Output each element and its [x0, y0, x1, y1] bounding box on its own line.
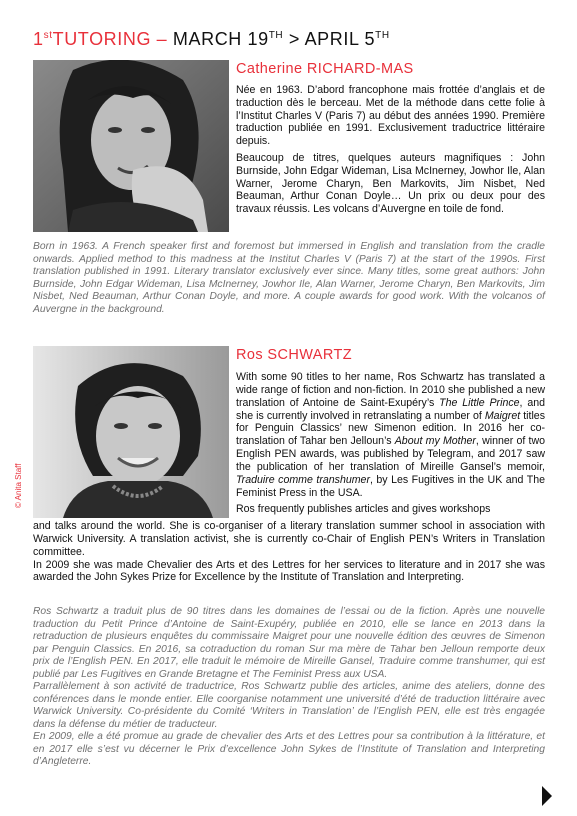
bio-paragraph: Née en 1963. D’abord francophone mais frottée d’anglais et de traduction dès le berceau. Met de la méthode dans cette folie à l’Institut Charles V (Paris 7) au début des années 1990. Première traduction publiée en 1991. Exclusivement traductrice littéraire depuis.	[236, 84, 545, 148]
bio-paragraph: Ros frequently publishes articles and gives workshops	[236, 503, 491, 516]
book-title: The Little Prince	[439, 396, 520, 409]
header-separator: >	[283, 29, 305, 49]
bio-paragraph: En 2009, elle a été promue au grade de chevalier des Arts et des Lettres pour sa contribution à la littérature, et en 2017 elle s’est vu décerner le Prix d’excellence John Sykes de l’Institute of Translation and Interpreting d’Angleterre.	[33, 731, 545, 767]
book-title: Maigret	[484, 409, 521, 422]
tutor-bio-en-translation: Born in 1963. A French speaker first and foremost but immersed in English and translation from the cradle onwards. Applied method to this madness at the Institut Charles V (Paris 7) at the start of the 1990s. First translation published in 1991. Literary translator exclusively ever since. Many titles, some great authors: John Burnside, John Edgar Wideman, Lisa McInerney, Jowhor Ile, Alan Warner, Jerome Charyn, Ben Markovits, Jim Nisbet, Ned Beauman, Arthur Conan Doyle, and more. A couple awards for good work. With the volcanos of Auvergne in the background.	[33, 241, 545, 315]
header-date-end-suffix: TH	[375, 30, 390, 41]
bio-paragraph: Beaucoup de titres, quelques auteurs magnifiques : John Burnside, John Edgar Wideman, Lisa McInerney, Jowhor Ile, Alan Warner, Jerome Charyn, Ben Markovits, Jim Nisbet, Ned Beauman, Arthur Conan Doyle… Un prix ou deux pour des travaux réussis. Les volcans d’Auvergne en toile de fond.	[236, 151, 545, 216]
bio-paragraph: Parrallèlement à son activité de traductrice, Ros Schwartz publie des articles, anime des ateliers, donne des conférences dans le monde entier. Elle coorganise notamment une université d’été de traduction littéraire avec Warwick University. Co-présidente du Comité ‘Writers in Translation’ de l’English PEN, elle est très engagée dans la défense du métier de traducteur.	[33, 681, 545, 730]
bio-paragraph: and talks around the world. She is co-organiser of a literary translation summer school in association with Warwick University. A translation activist, she is currently co-Chair of English PEN’s Writers in Translation committee.	[33, 520, 545, 558]
page-header	[33, 29, 390, 50]
book-title: About my Mother	[394, 435, 476, 448]
tutor-bio-fr	[236, 84, 545, 220]
bio-text: titles for Penguin Classics’ new Simenon edition. In 2016 her co-translation of Tahar ben Jelloun’s	[236, 409, 545, 448]
header-ordinal: 1	[33, 29, 44, 49]
bio-paragraph: In 2009 she was made Chevalier des Arts et des Lettres for her services to literature and in 2017 she was awarded the John Sykes Prize for Excellence by the Institute of Translation and Interpreting.	[33, 558, 545, 584]
book-title: Traduire comme transhumer	[236, 473, 370, 486]
tutor-name: Catherine RICHARD-MAS	[236, 61, 414, 77]
tutor-photo-ros	[33, 346, 229, 518]
bio-text: With some 90 titles to her name, Ros Schwartz has translated a wide range of fiction and non-fiction. In 2010 she published a new translation of Antoine de Saint-Exupéry’s	[236, 371, 545, 409]
bio-text: , winner of two English PEN awards, was published by Telegram, and 2017 saw the publication of her translation of Mireille Gansel’s memoir,	[236, 435, 545, 473]
header-date-end: APRIL 5	[304, 29, 376, 49]
bio-paragraph	[236, 371, 545, 499]
bio-paragraph: Ros Schwartz a traduit plus de 90 titres dans les domaines de l’essai ou de la fiction. Après une nouvelle traduction du Petit Prince d’Antoine de Saint-Exupéry, publiée en 2010, elle se lance en 2013 dans la retraduction de plusieurs enquêtes du commissaire Maigret pour une nouvelle édition des œuvres de Simenon par Penguin Classics. En 2016, sa cotraduction du roman Sur ma mère de Tahar ben Jelloun remporte deux prix de l’English PEN. En 2017, elle traduit le mémoire de Mireille Gansel, Traduire comme transhumer, qui est publié par Les Fugitives en Grande Bretagne et The Feminist Press aux USA.	[33, 606, 545, 680]
tutor-name: Ros SCHWARTZ	[236, 347, 352, 363]
header-label: TUTORING –	[52, 29, 173, 49]
header-ordinal-suffix: st	[43, 30, 53, 41]
header-date-start: MARCH 19	[172, 29, 269, 49]
tutor-bio-en	[236, 371, 545, 520]
tutor-photo-catherine	[33, 60, 229, 232]
bio-text: , and she is currently involved in retranslating a number of	[236, 396, 546, 422]
header-date-start-suffix: TH	[268, 30, 284, 41]
triangle-right-icon[interactable]	[542, 786, 552, 806]
tutor-bio-en-continued	[33, 520, 545, 584]
bio-text: , by Les Fugitives in the UK and The Feminist Press in the USA.	[236, 473, 545, 499]
photo-credit: © Anita Staff	[14, 463, 23, 508]
tutor-bio-fr-translation	[33, 606, 545, 769]
